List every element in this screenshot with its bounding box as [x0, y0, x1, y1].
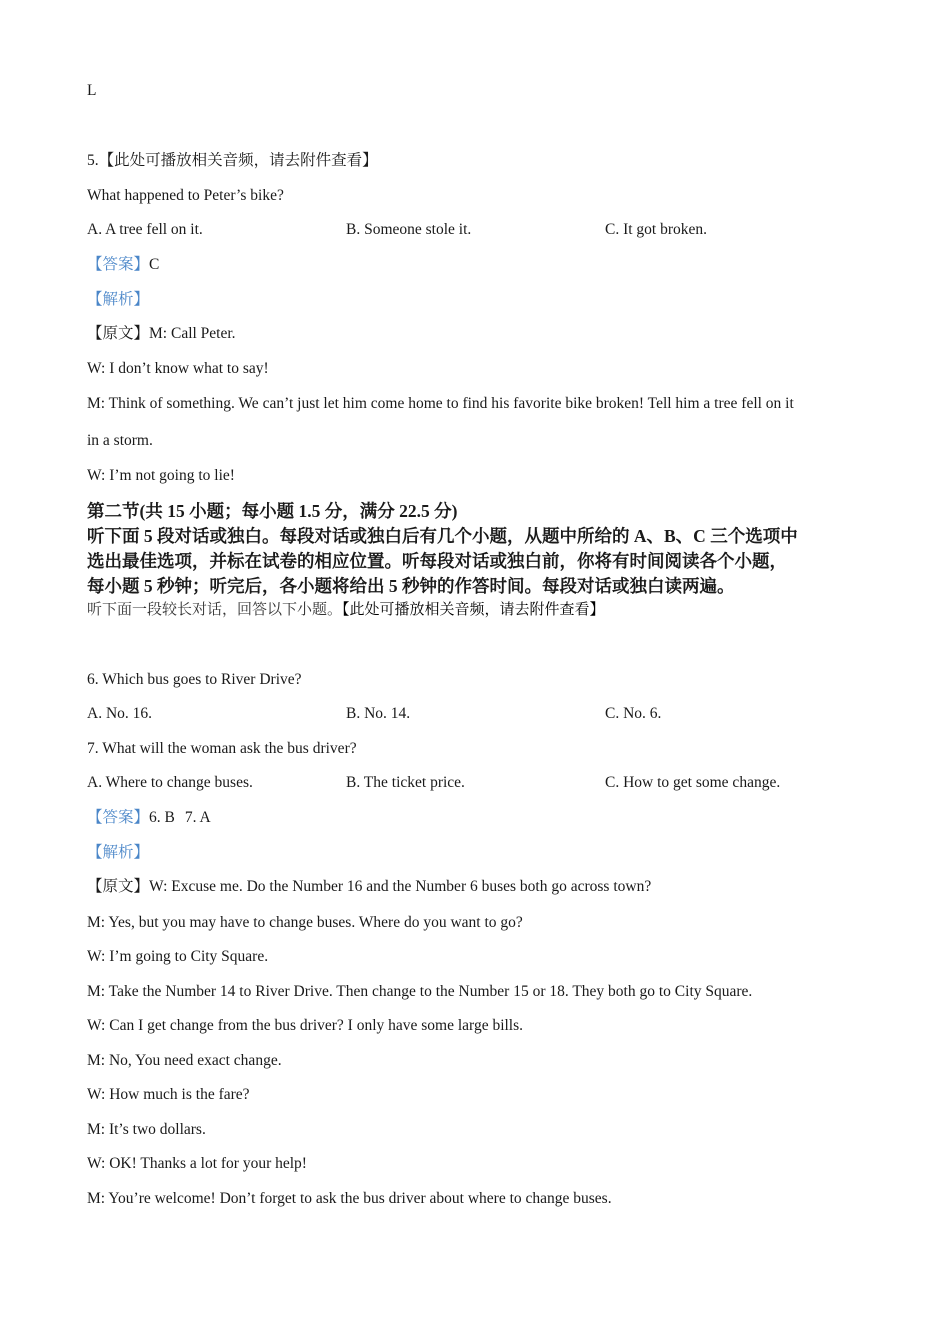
section-instruction: 听下面 5 段对话或独白。每段对话或独白后有几个小题，从题中所给的 A、B、C 三个选项中 — [87, 526, 798, 546]
q67-transcript-line: W: How much is the fare? — [87, 1086, 250, 1103]
q5-transcript-line: in a storm. — [87, 432, 153, 449]
answer-value: 6. B — [149, 809, 175, 826]
q67-transcript-line: W: I’m going to City Square. — [87, 948, 269, 965]
transcript-tag: 【原文】 — [87, 878, 150, 895]
note-text: 听下面一段较长对话，回答以下小题。 — [87, 602, 343, 618]
answer-value: 7. A — [184, 809, 211, 826]
q6-option-a: A. No. 16. — [87, 705, 153, 722]
q67-transcript-line — [87, 877, 651, 897]
q67-analysis-tag: 【解析】 — [87, 844, 150, 861]
q67-transcript-line: M: Take the Number 14 to River Drive. Then change to the Number 15 or 18. They both go to City Square. — [87, 983, 753, 1000]
q7-option-b: B. The ticket price. — [346, 774, 465, 791]
answer-value: C — [149, 256, 160, 273]
q67-answer — [87, 808, 211, 828]
transcript-text: M: Call Peter. — [149, 325, 236, 342]
section-instruction: 每小题 5 秒钟；听完后，各小题将给出 5 秒钟的作答时间。每段对话或独白读两遍。 — [87, 576, 735, 596]
q7-option-a: A. Where to change buses. — [87, 774, 253, 791]
q5-transcript-line: M: Think of something. We can’t just let him come home to find his favorite bike broken! Tell him a tree fell on it — [87, 395, 794, 412]
q6-option-b: B. No. 14. — [346, 705, 411, 722]
q67-transcript-line: M: You’re welcome! Don’t forget to ask the bus driver about where to change buses. — [87, 1190, 612, 1207]
note-audio: 【此处可播放相关音频，请去附件查看】 — [342, 602, 605, 618]
q7-option-c: C. How to get some change. — [605, 774, 781, 791]
q5-option-c: C. It got broken. — [605, 221, 708, 238]
q5-option-b: B. Someone stole it. — [346, 221, 472, 238]
q5-transcript-line: W: I don’t know what to say! — [87, 360, 269, 377]
q67-transcript-line: M: No, You need exact change. — [87, 1052, 282, 1069]
q5-option-a: A. A tree fell on it. — [87, 221, 203, 238]
q67-transcript-line: W: OK! Thanks a lot for your help! — [87, 1155, 307, 1172]
q67-transcript-line: W: Can I get change from the bus driver? I only have some large bills. — [87, 1017, 524, 1034]
transcript-tag: 【原文】 — [87, 325, 150, 342]
q67-transcript-line: M: It’s two dollars. — [87, 1121, 206, 1138]
q5-question: What happened to Peter’s bike? — [87, 187, 284, 204]
section-instruction: 选出最佳选项，并标在试卷的相应位置。听每段对话或独白前，你将有时间阅读各个小题， — [87, 551, 787, 571]
section-title: 第二节(共 15 小题；每小题 1.5 分，满分 22.5 分) — [87, 501, 458, 521]
answer-tag: 【答案】 — [87, 809, 150, 826]
q5-transcript-line: W: I’m not going to lie! — [87, 467, 235, 484]
page-letter: L — [87, 82, 97, 99]
q5-analysis-tag: 【解析】 — [87, 291, 150, 308]
q67-transcript-line: M: Yes, but you may have to change buses. Where do you want to go? — [87, 914, 523, 931]
q5-header: 5.【此处可播放相关音频，请去附件查看】 — [87, 152, 378, 169]
q5-answer — [87, 255, 159, 275]
transcript-text: W: Excuse me. Do the Number 16 and the Number 6 buses both go across town? — [149, 878, 652, 895]
q5-transcript-line — [87, 324, 236, 344]
q6-option-c: C. No. 6. — [605, 705, 662, 722]
answer-tag: 【答案】 — [87, 256, 150, 273]
section-note — [87, 600, 605, 620]
q7-question: 7. What will the woman ask the bus driver? — [87, 740, 357, 757]
q6-question: 6. Which bus goes to River Drive? — [87, 671, 302, 688]
